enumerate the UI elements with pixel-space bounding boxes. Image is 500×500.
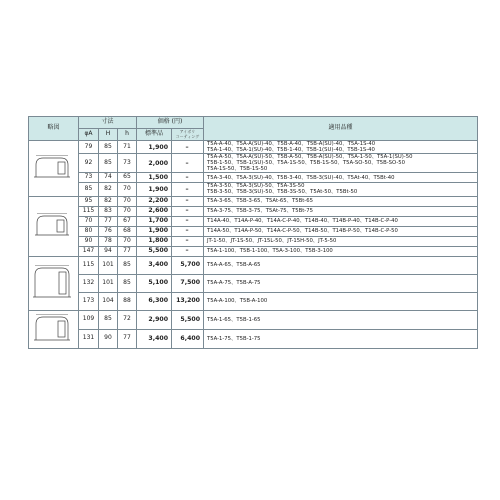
applicable-models-line: JT-1-50、JT-1S-50、JT-15L-50、JT-15H-50、JT-5-50 — [207, 238, 337, 244]
applicable-models-line: T5A-1-40、T5A-1(SU)-40、T5B-1-40、T5B-1(SU)-40、T5B-1S-40 — [207, 147, 375, 154]
dim-phi-a: 131 — [79, 329, 99, 348]
applicable-models — [204, 236, 478, 246]
table-row — [29, 329, 478, 348]
dim-phi-a: 80 — [79, 226, 99, 236]
applicable-models-line: T5B-3-50、T5B-3(SU)-50、T5B-3S-50、T5At-50、T5Bt-50 — [207, 189, 358, 196]
price-coating: – — [172, 226, 204, 236]
applicable-models-line: T14A-40、T14A-P-40、T14A-C-P-40、T14B-40、T14B-P-40、T14B-C-P-40 — [207, 218, 398, 224]
price-coating: – — [172, 236, 204, 246]
dim-height-lower: 77 — [118, 246, 137, 256]
price-coating: 13,200 — [172, 292, 204, 310]
dim-height-lower: 85 — [118, 274, 137, 292]
applicable-models-line: T5A-3-65、T5B-3-65、T5At-65、T5Bt-65 — [207, 198, 313, 204]
applicable-models — [204, 206, 478, 216]
dim-height-lower: 70 — [118, 236, 137, 246]
applicable-models — [204, 310, 478, 329]
dim-height-upper: 94 — [99, 246, 118, 256]
dim-phi-a: 173 — [79, 292, 99, 310]
table-row — [29, 292, 478, 310]
table-row — [29, 154, 478, 173]
price-coating: – — [172, 183, 204, 196]
table-row — [29, 246, 478, 256]
dim-height-lower: 67 — [118, 216, 137, 226]
table-row — [29, 236, 478, 246]
applicable-models-line: T5A-A-50、T5A-A(SU)-50、T5B-A-50、T5B-A(SU)-50、T5A-1-50、T5A-1(SU)-50 — [207, 154, 413, 161]
applicable-models-line: T5A-A-100、T5B-A-100 — [207, 298, 268, 304]
dim-height-upper: 83 — [99, 206, 118, 216]
applicable-models — [204, 329, 478, 348]
dim-height-upper: 85 — [99, 310, 118, 329]
price-standard: 5,500 — [137, 246, 172, 256]
cap-drawing-2 — [32, 264, 76, 302]
applicable-models-line: T5A-1-65、T5B-1-65 — [207, 316, 261, 323]
applicable-models-line: T5A-A-40、T5A-A(SU)-40、T5B-A-40、T5B-A(SU)-40、T5A-1S-40 — [207, 141, 376, 147]
applicable-models — [204, 292, 478, 310]
applicable-models-line: T5A-3-50、T5A-3(SU)-50、T5A-3S-50 — [207, 183, 305, 190]
cap-inner-detail — [58, 321, 65, 337]
dim-height-lower: 88 — [118, 292, 137, 310]
dim-height-upper: 101 — [99, 274, 118, 292]
dim-phi-a: 132 — [79, 274, 99, 292]
spec-table-body — [29, 141, 478, 349]
dim-height-lower: 68 — [118, 226, 137, 236]
applicable-models — [204, 256, 478, 274]
dim-height-lower: 70 — [118, 183, 137, 196]
dim-height-lower: 85 — [118, 256, 137, 274]
price-standard: 5,100 — [137, 274, 172, 292]
dim-phi-a: 85 — [79, 183, 99, 196]
applicable-models — [204, 183, 478, 196]
applicable-models-line: T5B-1-50、T5B-1(SU)-50、T5A-1S-50、T5B-1S-50、T5A-SO-50、T5B-SO-50 — [207, 160, 405, 167]
cap-drawing-3 — [33, 313, 75, 345]
applicable-models — [204, 226, 478, 236]
applicable-models — [204, 154, 478, 173]
dim-height-upper: 74 — [99, 173, 118, 183]
table-row — [29, 196, 478, 206]
dim-height-upper: 85 — [99, 154, 118, 173]
applicable-models-line: T5A-A-75、T5B-A-75 — [207, 280, 261, 286]
dim-phi-a: 147 — [79, 246, 99, 256]
price-standard: 6,300 — [137, 292, 172, 310]
diagram-cell — [29, 310, 79, 348]
applicable-models-line: T5A-A-65、T5B-A-65 — [207, 262, 261, 268]
price-standard: 2,200 — [137, 196, 172, 206]
price-coating: 6,400 — [172, 329, 204, 348]
spec-table — [28, 116, 478, 349]
diagram-cell — [29, 141, 79, 197]
dim-height-upper: 104 — [99, 292, 118, 310]
dim-phi-a: 73 — [79, 173, 99, 183]
header-standard: 標準品 — [137, 129, 172, 141]
price-coating: – — [172, 173, 204, 183]
applicable-models — [204, 274, 478, 292]
cap-outline — [36, 317, 68, 340]
applicable-models-line: T14A-50、T14A-P-50、T14A-C-P-50、T14B-50、T14B-P-50、T14B-C-P-50 — [207, 228, 398, 234]
applicable-models — [204, 246, 478, 256]
price-standard: 2,600 — [137, 206, 172, 216]
price-standard: 1,900 — [137, 183, 172, 196]
dim-phi-a: 95 — [79, 196, 99, 206]
applicable-models-line: T5A-1S-50、T5B-1S-50 — [207, 166, 268, 173]
applicable-models-line: T5A-3-40、T5A-3(SU)-40、T5B-3-40、T5B-3(SU)-40、T5At-40、T5Bt-40 — [207, 174, 395, 181]
price-coating: – — [172, 141, 204, 154]
dim-phi-a: 109 — [79, 310, 99, 329]
header-coating-line-1: アイボリ — [179, 128, 196, 134]
header-applicable-models: 適用品種 — [204, 117, 478, 141]
price-standard: 3,400 — [137, 256, 172, 274]
dim-height-lower: 72 — [118, 310, 137, 329]
table-row — [29, 310, 478, 329]
diagram-cell — [29, 256, 79, 310]
dim-height-upper: 78 — [99, 236, 118, 246]
dim-height-lower: 70 — [118, 206, 137, 216]
applicable-models — [204, 141, 478, 154]
price-coating: 5,500 — [172, 310, 204, 329]
dim-phi-a: 70 — [79, 216, 99, 226]
cap-outline — [35, 268, 69, 297]
dim-height-lower: 71 — [118, 141, 137, 154]
dim-phi-a: 79 — [79, 141, 99, 154]
applicable-models — [204, 173, 478, 183]
dim-height-upper: 76 — [99, 226, 118, 236]
price-coating: – — [172, 206, 204, 216]
dim-height-lower: 73 — [118, 154, 137, 173]
price-standard: 2,000 — [137, 154, 172, 173]
table-row — [29, 141, 478, 154]
table-row — [29, 216, 478, 226]
table-row — [29, 274, 478, 292]
cap-drawing-1 — [34, 212, 74, 240]
table-row — [29, 173, 478, 183]
applicable-models-line: T5A-1-100、T5B-1-100、T5A-3-100、T5B-3-100 — [207, 248, 333, 254]
dim-height-upper: 82 — [99, 196, 118, 206]
price-standard: 1,900 — [137, 226, 172, 236]
price-standard: 1,900 — [137, 141, 172, 154]
dim-height-lower: 65 — [118, 173, 137, 183]
header-phi-a: φA — [79, 129, 99, 141]
dim-height-upper: 82 — [99, 183, 118, 196]
table-row — [29, 206, 478, 216]
price-coating: – — [172, 154, 204, 173]
price-coating: – — [172, 216, 204, 226]
dim-height-lower: 77 — [118, 329, 137, 348]
dim-height-upper: 85 — [99, 141, 118, 154]
dim-height-upper: 77 — [99, 216, 118, 226]
dim-phi-a: 115 — [79, 206, 99, 216]
cap-inner-detail — [59, 272, 66, 294]
price-coating: – — [172, 246, 204, 256]
header-ivory-coating — [172, 129, 204, 141]
header-drawing: 略図 — [29, 117, 79, 141]
dim-height-upper: 101 — [99, 256, 118, 274]
table-row — [29, 226, 478, 236]
price-coating: 7,500 — [172, 274, 204, 292]
header-height-h-upper: H — [99, 129, 118, 141]
diagram-cell — [29, 196, 79, 256]
dim-phi-a: 92 — [79, 154, 99, 173]
header-height-h-lower: h — [118, 129, 137, 141]
table-row — [29, 183, 478, 196]
price-standard: 1,500 — [137, 173, 172, 183]
applicable-models-line: T5A-1-75、T5B-1-75 — [207, 335, 261, 342]
dim-phi-a: 115 — [79, 256, 99, 274]
applicable-models-line: T5A-3-75、T5B-3-75、T5At-75、T5Bt-75 — [207, 208, 313, 214]
header-coating-line-2: コーティング — [175, 133, 200, 139]
table-row — [29, 256, 478, 274]
applicable-models — [204, 216, 478, 226]
header-dimensions: 寸法 — [79, 117, 137, 129]
price-standard: 1,700 — [137, 216, 172, 226]
price-standard: 3,400 — [137, 329, 172, 348]
header-row — [29, 117, 478, 129]
cap-inner-detail — [58, 162, 65, 174]
price-standard: 1,800 — [137, 236, 172, 246]
dim-phi-a: 90 — [79, 236, 99, 246]
price-coating: – — [172, 196, 204, 206]
cap-drawing-0 — [33, 154, 75, 182]
header-price: 価格 (円) — [137, 117, 204, 129]
price-standard: 2,900 — [137, 310, 172, 329]
cap-inner-detail — [57, 220, 64, 232]
applicable-models — [204, 196, 478, 206]
dim-height-upper: 90 — [99, 329, 118, 348]
dim-height-lower: 70 — [118, 196, 137, 206]
price-coating: 5,700 — [172, 256, 204, 274]
